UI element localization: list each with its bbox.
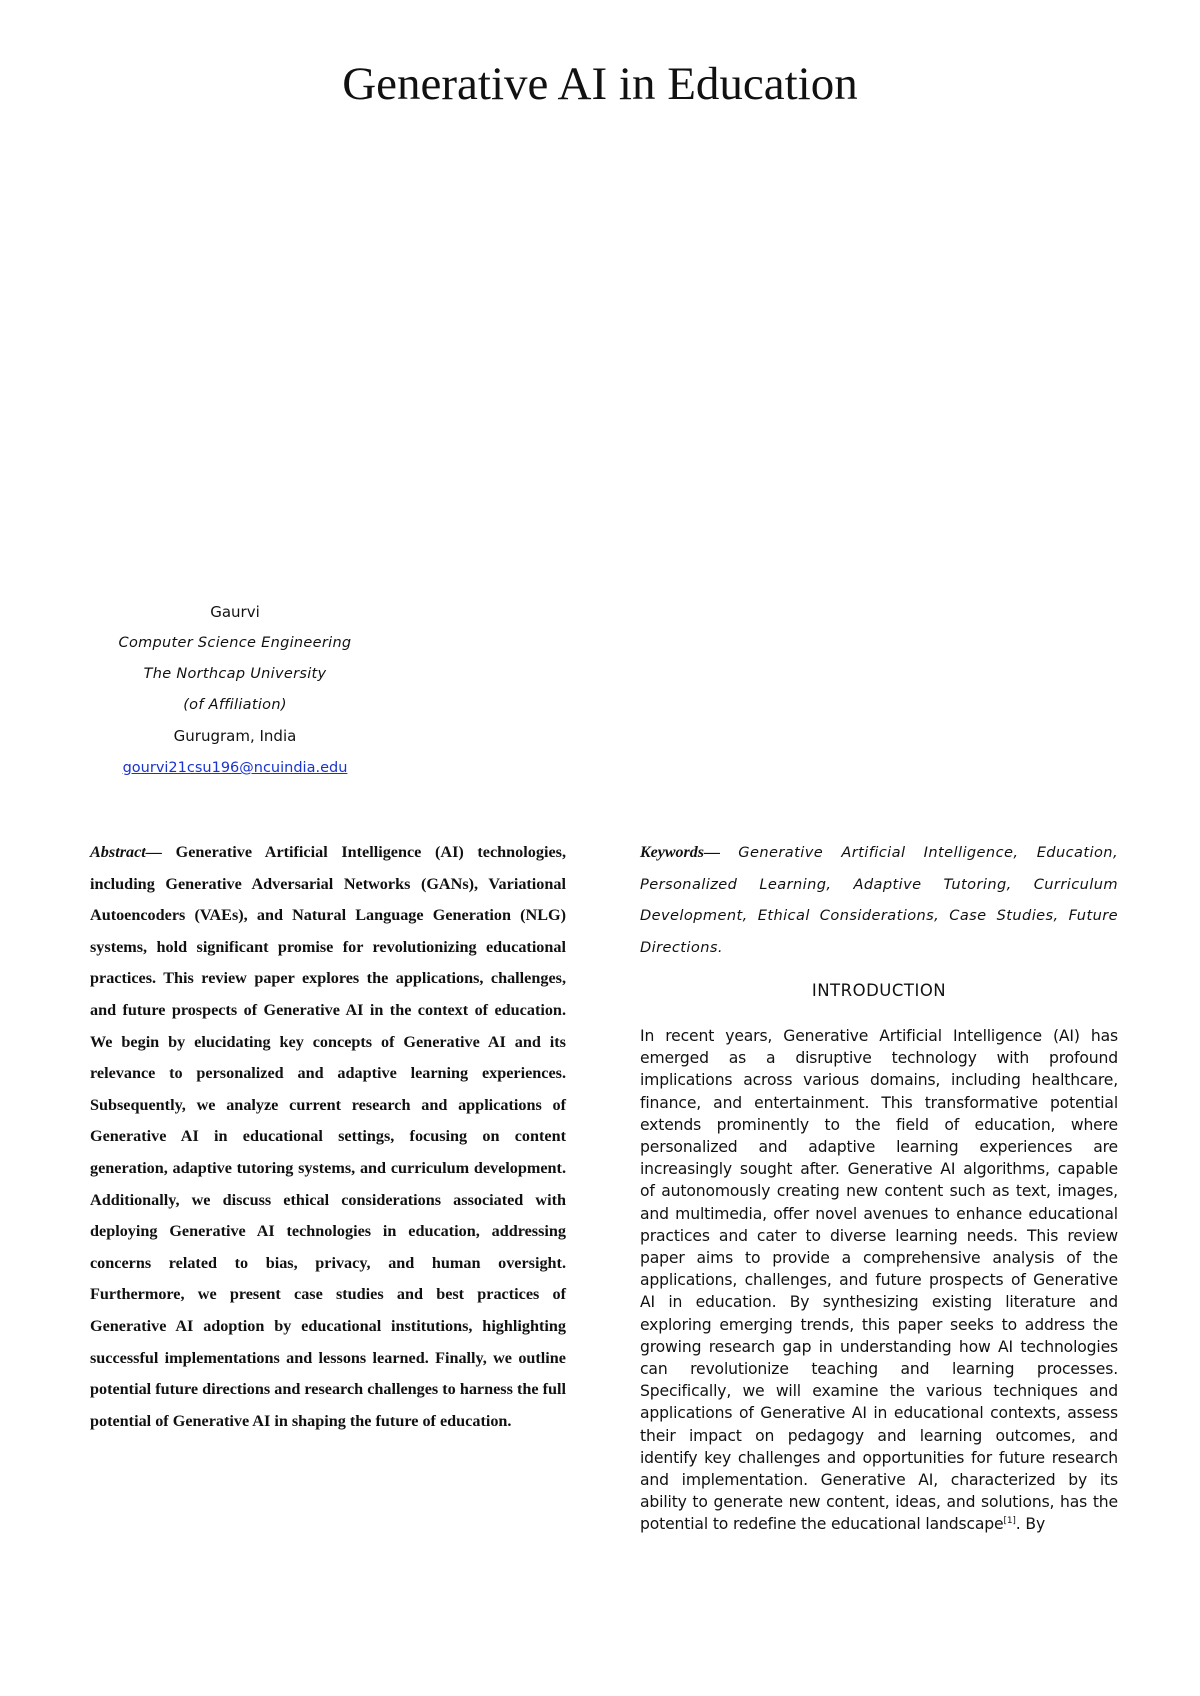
author-location: Gurugram, India xyxy=(173,727,297,745)
introduction-body xyxy=(640,1025,1118,1536)
abstract-label: Abstract— xyxy=(90,843,162,861)
paper-title: Generative AI in Education xyxy=(342,58,858,110)
abstract-text: Generative Artificial Intelligence (AI) technologies, including Generative Adversarial Networks (GANs), Variational Autoencoders (VAEs), and Natural Language Generation (NLG) systems, hold significant promise for revolutionizing educational practices. This review paper explores the applications, challenges, and future prospects of Generative AI in the context of education. We begin by elucidating key concepts of Generative AI and its relevance to personalized and adaptive learning experiences. Subsequently, we analyze current research and applications of Generative AI in educational settings, focusing on content generation, adaptive tutoring systems, and curriculum development. Additionally, we discuss ethical considerations associated with deploying Generative AI technologies in education, addressing concerns related to bias, privacy, and human oversight. Furthermore, we present case studies and best practices of Generative AI adoption by educational institutions, highlighting successful implementations and lessons learned. Finally, we outline potential future directions and research challenges to harness the full potential of Generative AI in shaping the future of education. xyxy=(90,843,566,1430)
introduction-text: In recent years, Generative Artificial Intelligence (AI) has emerged as a disruptive technology with profound implications across various domains, including healthcare, finance, and entertainment. This transformative potential extends prominently to the field of education, where personalized and adaptive learning experiences are increasingly sought after. Generative AI algorithms, capable of autonomously creating new content such as text, images, and multimedia, offer novel avenues to enhance educational practices and cater to diverse learning needs. This review paper aims to provide a comprehensive analysis of the applications, challenges, and future prospects of Generative AI in education. By synthesizing existing literature and exploring emerging trends, this paper seeks to address the growing research gap in understanding how AI technologies can revolutionize teaching and learning processes. Specifically, we will examine the various techniques and applications of Generative AI in educational contexts, assess their impact on pedagogy and learning outcomes, and identify key challenges and opportunities for future research and implementation. Generative AI, characterized by its ability to generate new content, ideas, and solutions, has the potential to redefine the educational landscape xyxy=(640,1027,1118,1534)
author-name: Gaurvi xyxy=(210,603,260,621)
keywords-text: Generative Artificial Intelligence, Education, Personalized Learning, Adaptive Tutoring, Curriculum Development, Ethical Considerations, Case Studies, Future Directions. xyxy=(640,844,1118,956)
keywords-label: Keywords— xyxy=(640,844,720,861)
author-block xyxy=(90,597,380,783)
keywords-section xyxy=(640,837,1118,963)
introduction-text-continued: . By xyxy=(1015,1515,1046,1534)
author-department: Computer Science Engineering xyxy=(118,635,352,651)
introduction-heading: INTRODUCTION xyxy=(811,981,947,1000)
author-email-link[interactable]: gourvi21csu196@ncuindia.edu xyxy=(122,760,348,776)
citation-ref[interactable]: [1] xyxy=(1003,1516,1016,1527)
author-affiliation: (of Affiliation) xyxy=(183,697,287,713)
abstract-section xyxy=(90,837,566,1437)
author-university: The Northcap University xyxy=(143,666,327,682)
